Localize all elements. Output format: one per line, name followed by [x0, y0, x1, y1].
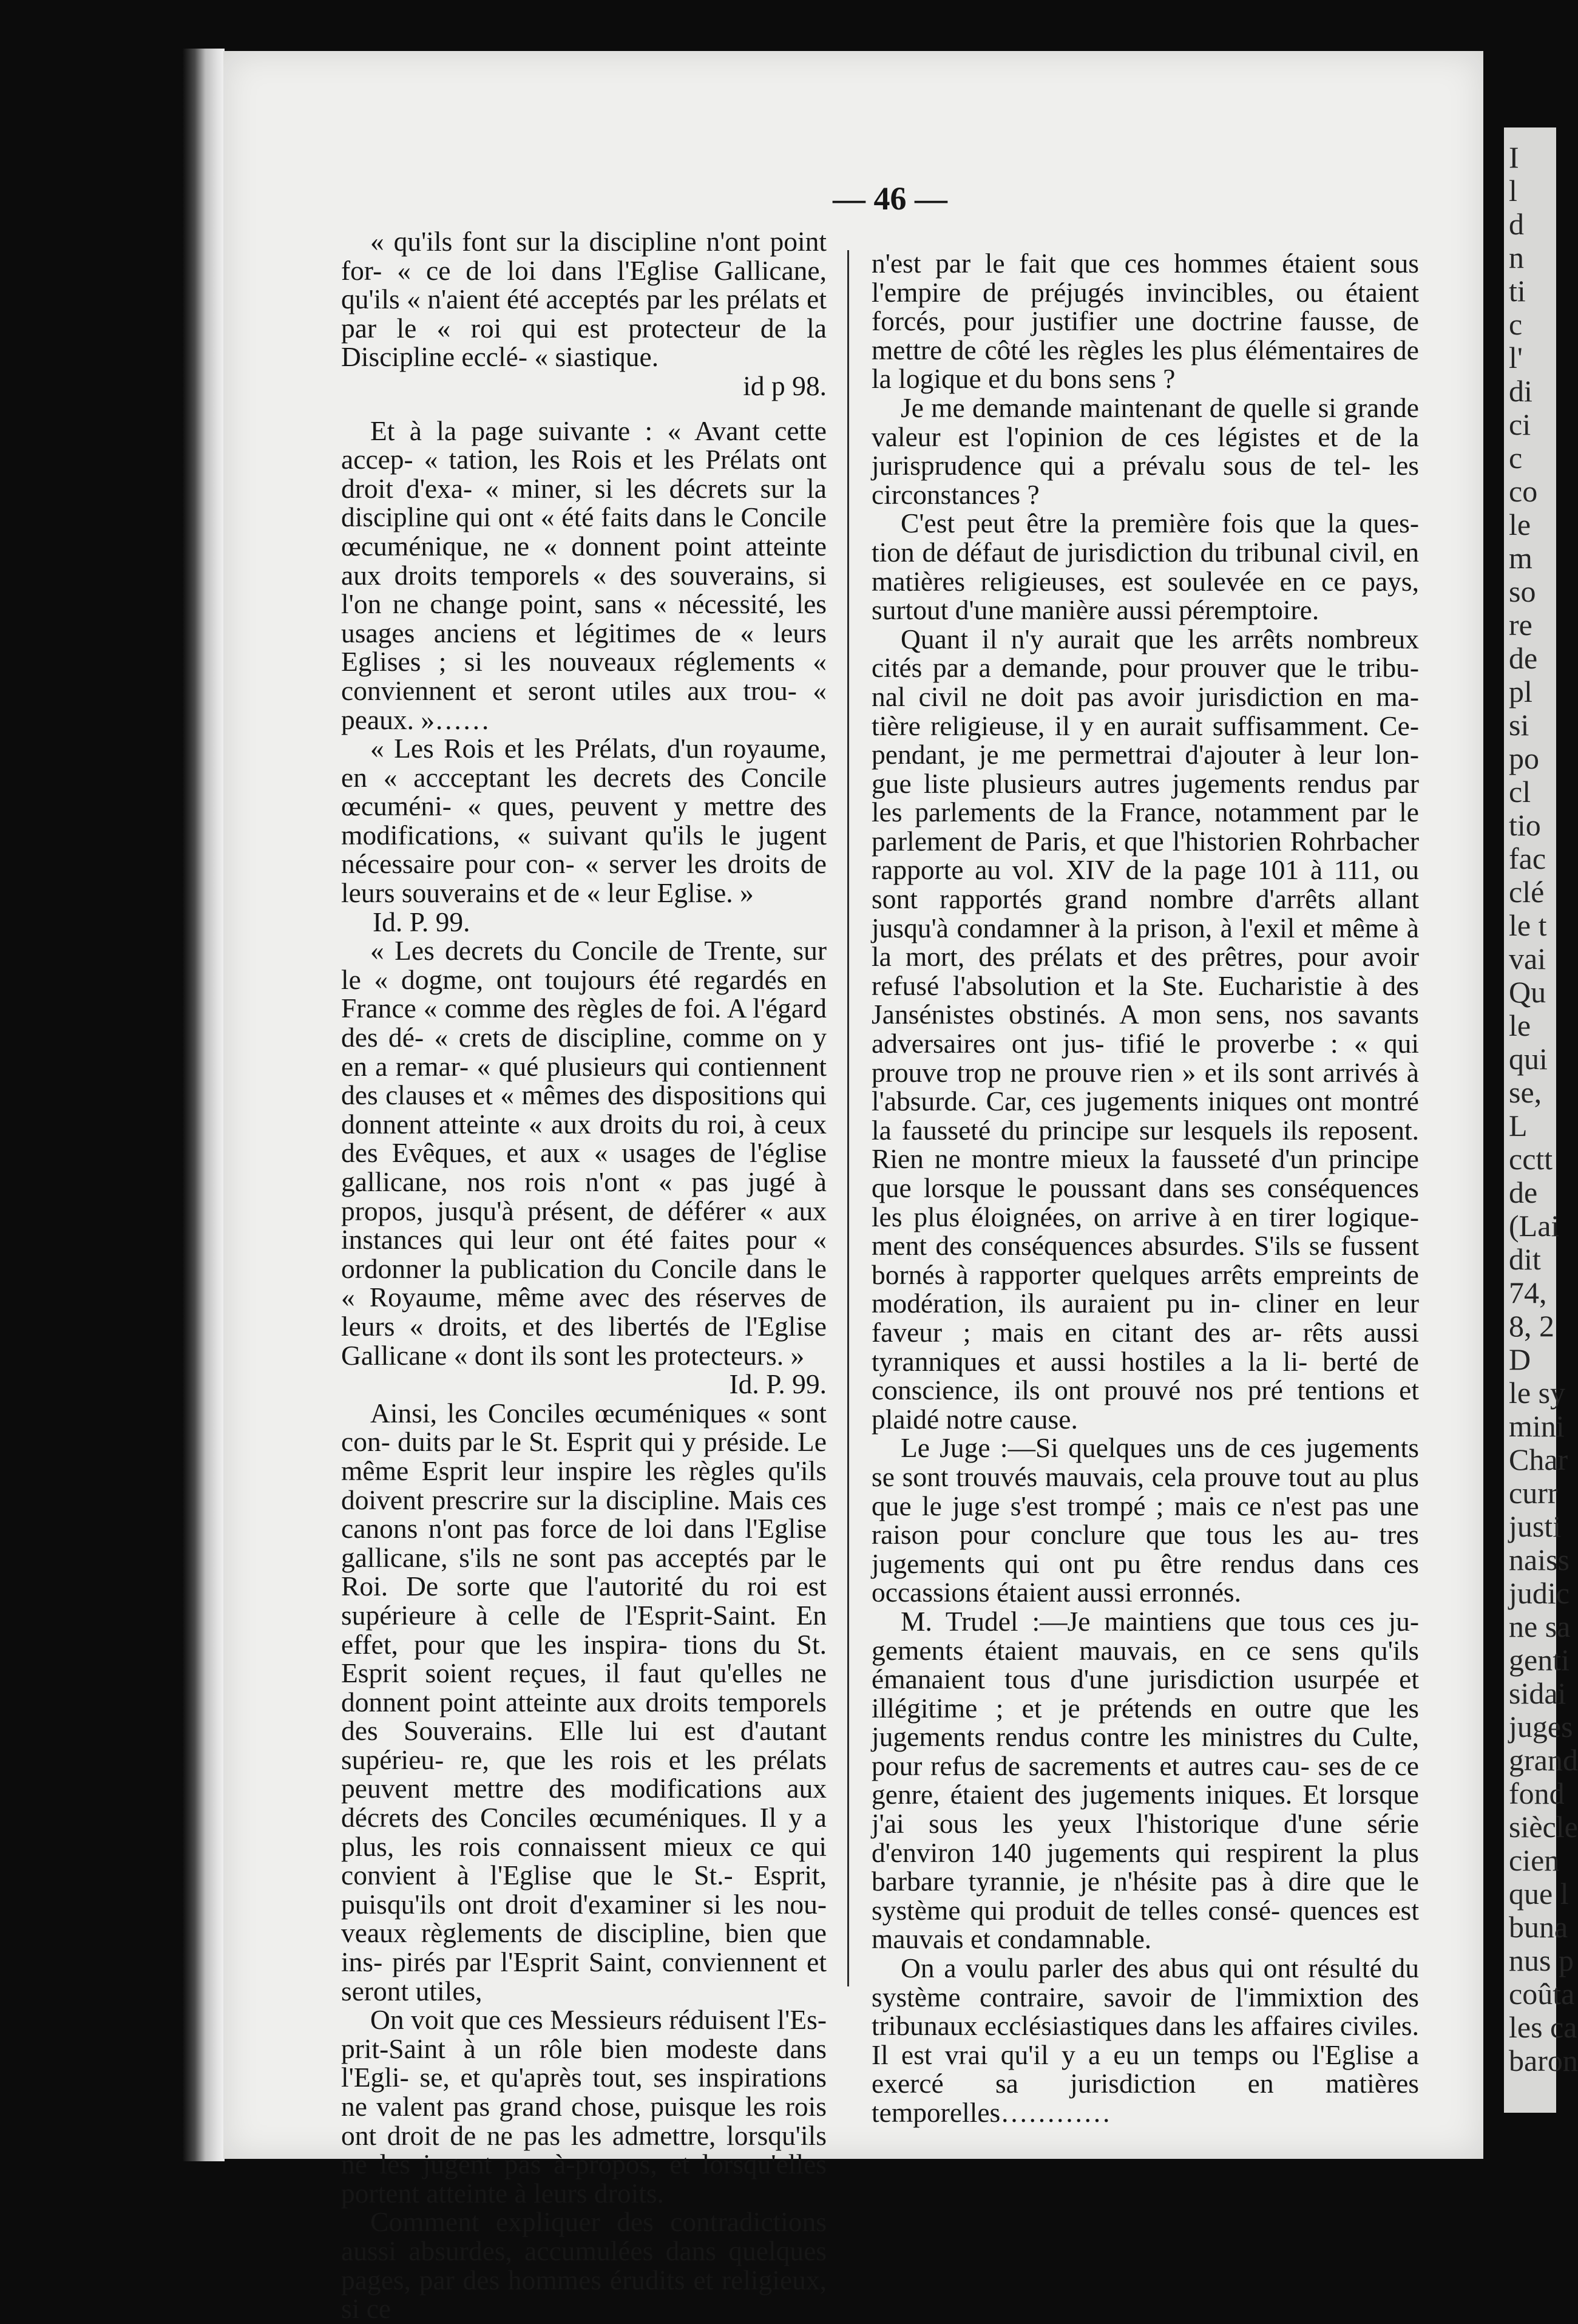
adjacent-page-text-fragment: nus p — [1509, 1943, 1574, 1977]
adjacent-page-text-fragment: 74, — [1509, 1276, 1547, 1310]
paragraph: Ainsi, les Conciles œcuméniques « sont con- duits par le St. Esprit qui y préside. Le même Esprit leur inspire les règles qu'ils doivent prescrire sur la discipline. Mais ces canons n'ont pas force de loi dans l'Eglise gallicane, s'ils ne sont pas acceptés par le Roi. De sorte que l'autorité du roi est supérieure à celle de l'Esprit-Saint. En effet, pour que les inspira- tions du St. Esprit soient reçues, il faut qu'elles ne donnent point atteinte aux droits temporels des Souverains. Elle lui est d'autant supérieu- re, que les rois et les prélats peuvent mettre des modifications aux décrets des Conciles œcuméniques. Il y a plus, les rois connaissent mieux ce qui convient à l'Eglise que le St.- Esprit, puisqu'ils ont droit d'examiner si les nou- veaux règlements de discipline, bien que ins- pirés par l'Esprit Saint, conviennent et seront utiles, — [341, 1397, 827, 2006]
adjacent-page-text-fragment: genti — [1509, 1643, 1570, 1677]
adjacent-page-text-fragment: fac — [1509, 841, 1546, 875]
paragraph: On voit que ces Messieurs réduisent l'Es- prit-Saint à un rôle bien modeste dans l'Egli- se, et qu'après tout, ses inspirations ne valent pas grand chose, puisque les rois ont droit de ne pas les admettre, lorsqu'ils ne les jugent pas à-propos, et lorsqu'elles portent atteinte à leurs droits. — [341, 2004, 827, 2209]
adjacent-page-text-fragment: (Lai — [1509, 1209, 1560, 1243]
adjacent-page-text-fragment: vai — [1509, 942, 1546, 976]
adjacent-page-text-fragment: baron — [1509, 2044, 1578, 2078]
adjacent-page-text-fragment: 8, 2 — [1509, 1309, 1554, 1343]
adjacent-page-text-fragment: justi — [1509, 1509, 1562, 1543]
adjacent-page-text-fragment: dit — [1509, 1242, 1541, 1276]
adjacent-page-text-fragment: se, — [1509, 1075, 1542, 1109]
page-number: — 46 — — [833, 180, 947, 217]
paragraph: Quant il n'y aurait que les arrêts nombreux cités par a demande, pour prouver que le tribu- nal civil ne doit pas avoir jurisdiction en ma- tière religieuse, il y en aurait suffisamment. Ce- pendant, je me permettrai d'ajouter à leur lon- gue liste plusieurs autres jugements rendus par les parlements de la France, notamment par le parlement de Paris, et que l'historien Rohrbacher rapporte au vol. XIV de la page 101 à 111, ou sont rapportés grand nombre d'arrêts allant jusqu'à condamner à la prison, à l'exil et même à la mort, des prélats et des prêtres, pour avoir refusé l'absolution et la Ste. Eucharistie à des Jansénistes obstinés. A mon sens, nos savants adversaires ont jus- tifié le proverbe : « qui prouve trop ne prouve rien » et ils sont arrivés à l'absurde. Car, ces jugements iniques ont montré la fausseté du principe sur lesquels ils reposent. Rien ne montre mieux la fausseté d'un principe que lorsque le poussant dans ses conséquences les plus éloignées, on arrive à en tirer logique- ment des conséquences absurdes. S'ils se fussent bornés à rapporter quelques arrêts empreints de modération, ils auraient pu in- cliner en leur faveur ; mais en citant des ar- rêts aussi tyranniques et aussi hostiles a la li- berté de conscience, ils ont prouvé nos pré tentions et plaidé notre cause. — [872, 623, 1419, 1435]
citation-reference: Id. P. 99. — [373, 906, 470, 937]
paragraph: On a voulu parler des abus qui ont résulté du système contraire, savoir de l'immixtion des tribunaux ecclésiastiques dans les affaires civiles. Il est vrai qu'il y a eu un temps ou l'Eglise a exercé sa jurisdiction en matières temporelles………… — [872, 1952, 1419, 2128]
adjacent-page-text-fragment: l — [1509, 174, 1517, 208]
paragraph: Et à la page suivante : « Avant cette accep- « tation, les Rois et les Prélats ont droit d'exa- « miner, si les décrets sur la discipline qui ont « été faits dans le Concile œcuménique, ne « donnent point atteinte aux droits temporels « des souverains, si l'on ne change point, sans « nécessité, les usages anciens et légitimes de « leurs Eglises ; si les nouveaux réglements « conviennent et seront utiles aux trou- « peaux. »…… — [341, 415, 827, 735]
adjacent-page-text-fragment: le t — [1509, 908, 1547, 942]
adjacent-page-text-fragment: I — [1509, 140, 1519, 174]
paragraph: « Les decrets du Concile de Trente, sur le « dogme, ont toujours été regardés en France « comme des règles de foi. A l'égard des dé- « crets de discipline, comme on y en a remar- « qué plusieurs qui contiennent des clauses et « mêmes des dispositions qui donnent atteinte « aux droits du roi, à ceux des Evêques, et aux « usages de l'église gallicane, nos rois n'ont « pas jugé à propos, jusqu'à présent, de déférer « aux instances qui leur ont été faites pour « ordonner la publication du Concile dans le « Royaume, même avec des réserves de leurs « droits, et des libertés de l'Eglise Gallicane « dont ils sont les protecteurs. » — [341, 935, 827, 1371]
column-divider — [847, 250, 849, 1986]
adjacent-page-text-fragment: clé — [1509, 875, 1545, 909]
adjacent-page-text-fragment: Char — [1509, 1442, 1568, 1476]
adjacent-page-text-fragment: c — [1509, 441, 1523, 475]
book-spine — [182, 49, 225, 2161]
citation-reference: id p 98. — [743, 370, 827, 401]
adjacent-page-text-fragment: L — [1509, 1109, 1528, 1143]
paragraph: M. Trudel :—Je maintiens que tous ces ju- gements étaient mauvais, en ce sens qu'ils émanaient tous d'une jurisdiction usurpée et illégitime ; et je prétends en outre que les jugements rendus contre les ministres du Culte, pour refus de sacrements et autres cau- ses de ce genre, étaient des jugements iniques. Et lorsque j'ai sous les yeux l'historique d'une série d'environ 140 jugements qui respirent la plus barbare tyrannie, je n'hésite pas à dire que le système qui produit de telles consé- quences est mauvais et condamnable. — [872, 1605, 1419, 1955]
adjacent-page-text-fragment: le sy — [1509, 1376, 1566, 1410]
adjacent-page-text-fragment: coûta — [1509, 1977, 1575, 2011]
adjacent-page-text-fragment: co — [1509, 474, 1538, 508]
adjacent-page-text-fragment: curr — [1509, 1476, 1558, 1510]
adjacent-page-text-fragment: naiss — [1509, 1543, 1570, 1577]
adjacent-page-text-fragment: po — [1509, 741, 1539, 775]
adjacent-page-text-fragment: cl — [1509, 775, 1531, 809]
paragraph: « Les Rois et les Prélats, d'un royaume, en « accceptant les decrets des Concile œcuméni- « ques, peuvent y mettre des modifications, « suivant qu'ils le jugent nécessaire pour con- « server les droits de leurs souverains et de « leur Eglise. » — [341, 733, 827, 909]
adjacent-page-text-fragment: ti — [1509, 274, 1526, 308]
adjacent-page-text-fragment: m — [1509, 541, 1532, 575]
adjacent-page-text-fragment: si — [1509, 708, 1529, 742]
left-column — [341, 227, 827, 2323]
adjacent-page-text-fragment: fond — [1509, 1776, 1565, 1810]
right-column — [872, 249, 1419, 2127]
paragraph: Je me demande maintenant de quelle si grande valeur est l'opinion de ces légistes et de la jurisprudence qui a prévalu sous de tel- les circonstances ? — [872, 392, 1419, 510]
adjacent-page-text-fragment: cien — [1509, 1843, 1560, 1877]
adjacent-page-text-fragment: c — [1509, 307, 1523, 341]
adjacent-page-text-fragment: le — [1509, 1008, 1531, 1042]
adjacent-page-text-fragment: d — [1509, 207, 1524, 241]
adjacent-page-edge — [1504, 127, 1578, 2113]
adjacent-page-text-fragment: Qu — [1509, 975, 1546, 1009]
adjacent-page-text-fragment: buna — [1509, 1910, 1568, 1944]
adjacent-page-text-fragment: pl — [1509, 674, 1532, 708]
adjacent-page-text-fragment: les ca — [1509, 2010, 1577, 2044]
adjacent-page-text-fragment: ci — [1509, 407, 1531, 441]
adjacent-page-text-fragment: di — [1509, 374, 1532, 408]
paragraph: C'est peut être la première fois que la ques- tion de défaut de jurisdiction du tribunal civil, en matières religieuses, est soulevée en ce pays, surtout d'une manière aussi péremptoire. — [872, 508, 1419, 626]
adjacent-page-text-fragment: mini — [1509, 1409, 1565, 1443]
adjacent-page-text-fragment: D — [1509, 1342, 1531, 1376]
adjacent-page-text-fragment: n — [1509, 240, 1524, 274]
adjacent-page-text-fragment: l' — [1509, 341, 1523, 375]
paragraph: Comment expliquer des contradictions aussi absurdes, accumulées dans quelques pages, par des hommes érudits et religieux, si ce — [341, 2206, 827, 2324]
paragraph: n'est par le fait que ces hommes étaient sous l'empire de préjugés invincibles, ou étaient forcés, pour justifier une doctrine fausse, de mettre de côté les règles les plus élémentaires de la logique et du bons sens ? — [872, 248, 1419, 395]
adjacent-page-text-fragment: tio — [1509, 808, 1541, 842]
adjacent-page-text-fragment: sidai — [1509, 1676, 1566, 1710]
adjacent-page-text-fragment: siècle — [1509, 1810, 1578, 1844]
citation-reference: Id. P. 99. — [729, 1368, 827, 1400]
adjacent-page-text-fragment: qui — [1509, 1042, 1548, 1076]
paragraph: « qu'ils font sur la discipline n'ont point for- « ce de loi dans l'Eglise Gallicane, qu'ils « n'aient été acceptés par les prélats et par le « roi qui est protecteur de la Discipline ecclé- « siastique. — [341, 226, 827, 373]
adjacent-page-text-fragment: re — [1509, 608, 1532, 642]
adjacent-page-text-fragment: judic — [1509, 1576, 1570, 1610]
adjacent-page-text-fragment: ne sa — [1509, 1609, 1571, 1643]
adjacent-page-text-fragment: grand — [1509, 1743, 1578, 1777]
paragraph: Le Juge :—Si quelques uns de ces jugements se sont trouvés mauvais, cela prouve tout au plus que le juge s'est trompé ; mais ce n'est pas une raison pour conclure que tous les au- tres jugements qui ont pu être rendus dans ces occassions étaient aussi erronnés. — [872, 1432, 1419, 1608]
adjacent-page-text-fragment: le — [1509, 508, 1531, 542]
adjacent-page-text-fragment: de — [1509, 641, 1538, 675]
adjacent-page-text-fragment: que l — [1509, 1877, 1569, 1911]
adjacent-page-text-fragment: juges — [1509, 1710, 1573, 1744]
adjacent-page-text-fragment: cctt — [1509, 1142, 1553, 1176]
adjacent-page-text-fragment: de — [1509, 1175, 1538, 1209]
adjacent-page-text-fragment: so — [1509, 574, 1536, 608]
